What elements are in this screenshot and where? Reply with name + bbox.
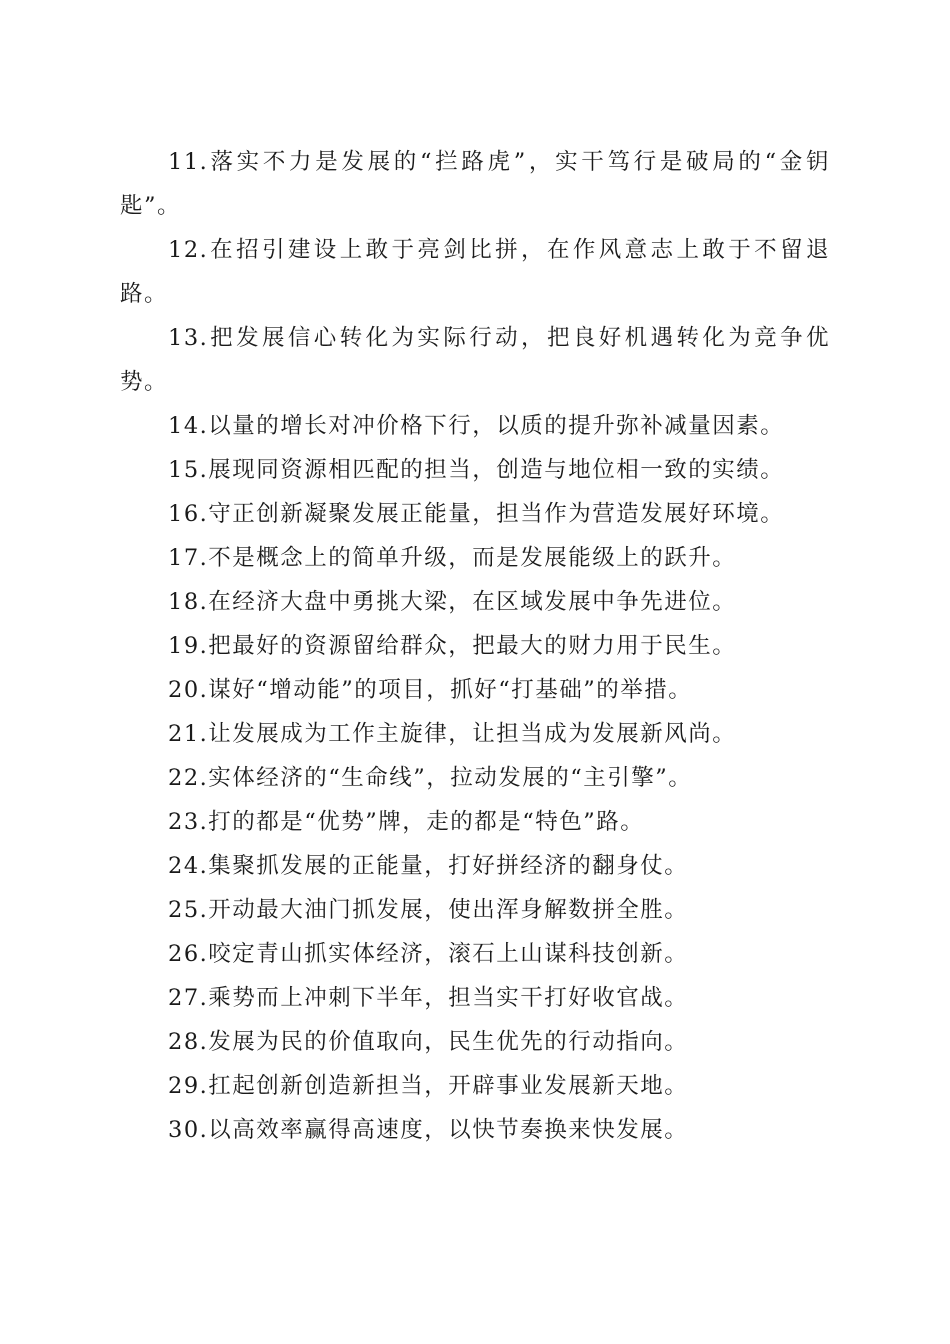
list-item: 19.把最好的资源留给群众，把最大的财力用于民生。 [168,633,737,659]
list-item: 11.落实不力是发展的“拦路虎”，实干笃行是破局的“金钥匙”。 [120,149,830,219]
document-body [120,140,830,1152]
list-item: 22.实体经济的“生命线”，拉动发展的“主引擎”。 [168,765,693,791]
list-item: 26.咬定青山抓实体经济，滚石上山谋科技创新。 [168,941,689,967]
list-item: 14.以量的增长对冲价格下行，以质的提升弥补减量因素。 [168,413,785,439]
list-item: 24.集聚抓发展的正能量，打好拼经济的翻身仗。 [168,853,689,879]
list-item: 25.开动最大油门抓发展，使出浑身解数拼全胜。 [168,897,689,923]
list-item: 30.以高效率赢得高速度，以快节奏换来快发展。 [168,1117,689,1143]
list-item: 17.不是概念上的简单升级，而是发展能级上的跃升。 [168,545,737,571]
list-item: 27.乘势而上冲刺下半年，担当实干打好收官战。 [168,985,689,1011]
list-item: 21.让发展成为工作主旋律，让担当成为发展新风尚。 [168,721,737,747]
list-item: 12.在招引建设上敢于亮剑比拼，在作风意志上敢于不留退路。 [120,237,830,307]
list-item: 18.在经济大盘中勇挑大梁，在区域发展中争先进位。 [168,589,737,615]
list-item: 13.把发展信心转化为实际行动，把良好机遇转化为竞争优势。 [120,325,830,395]
list-item: 20.谋好“增动能”的项目，抓好“打基础”的举措。 [168,677,693,703]
list-item: 29.扛起创新创造新担当，开辟事业发展新天地。 [168,1073,689,1099]
list-item: 15.展现同资源相匹配的担当，创造与地位相一致的实绩。 [168,457,785,483]
list-item: 23.打的都是“优势”牌，走的都是“特色”路。 [168,809,645,835]
list-item: 28.发展为民的价值取向，民生优先的行动指向。 [168,1029,689,1055]
list-item: 16.守正创新凝聚发展正能量，担当作为营造发展好环境。 [168,501,785,527]
